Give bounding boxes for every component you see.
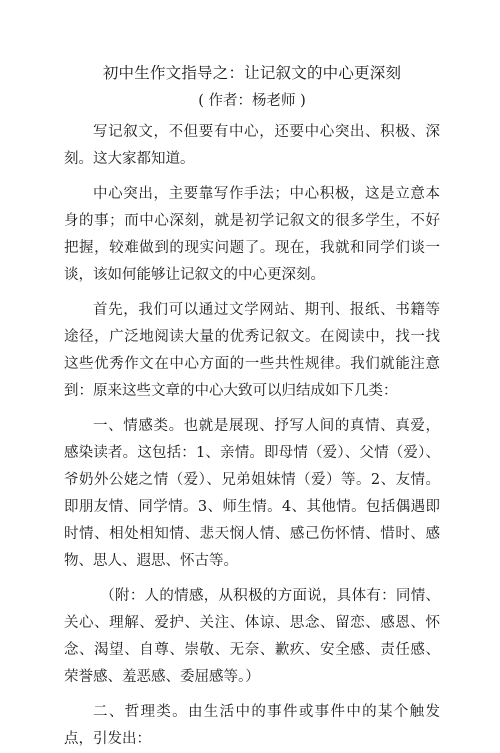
body-paragraph: 二、哲理类。由生活中的事件或事件中的某个触发点，引发出：	[64, 704, 440, 747]
document-body	[64, 119, 440, 753]
body-paragraph: 一、情感类。也就是展现、抒写人间的真情、真爱，感染读者。这包括：1、亲情。即母情（爱）、父情（爱）、爷奶外公姥之情（爱）、兄弟姐妹情（爱）等。2、友情。即朋友情、同学情。3、师生情。4、其他情。包括偶遇即时情、相处相知情、悲天悯人情、感己伤怀情、惜时、感物、思人、遐思、怀古等。	[64, 418, 440, 569]
note-paragraph: （附：人的情感，从积极的方面说，具体有：同情、关心、理解、爱护、关注、体谅、思念、留恋、感恩、怀念、渴望、自尊、崇敬、无奈、歉疚、安全感、责任感、荣誉感、羞恶感、委屈感等。）	[64, 588, 440, 685]
body-paragraph: 中心突出，主要靠写作手法；中心积极，这是立意本身的事；而中心深刻，就是初学记叙文的很多学生，不好把握，较难做到的现实问题了。现在，我就和同学们谈一谈，该如何能够让记叙文的中心更深刻。	[64, 186, 440, 283]
body-paragraph: 首先，我们可以通过文学网站、期刊、报纸、书籍等途径，广泛地阅读大量的优秀记叙文。在阅读中，找一找这些优秀作文在中心方面的一些共性规律。我们就能注意到：原来这些文章的中心大致可以归结成如下几类：	[64, 302, 440, 399]
body-paragraph: 写记叙文，不但要有中心，还要中心突出、积极、深刻。这大家都知道。	[64, 124, 440, 167]
author-byline: ( 作者：杨老师 )	[198, 93, 306, 109]
document-title: 初中生作文指导之：让记叙文的中心更深刻	[102, 64, 402, 82]
